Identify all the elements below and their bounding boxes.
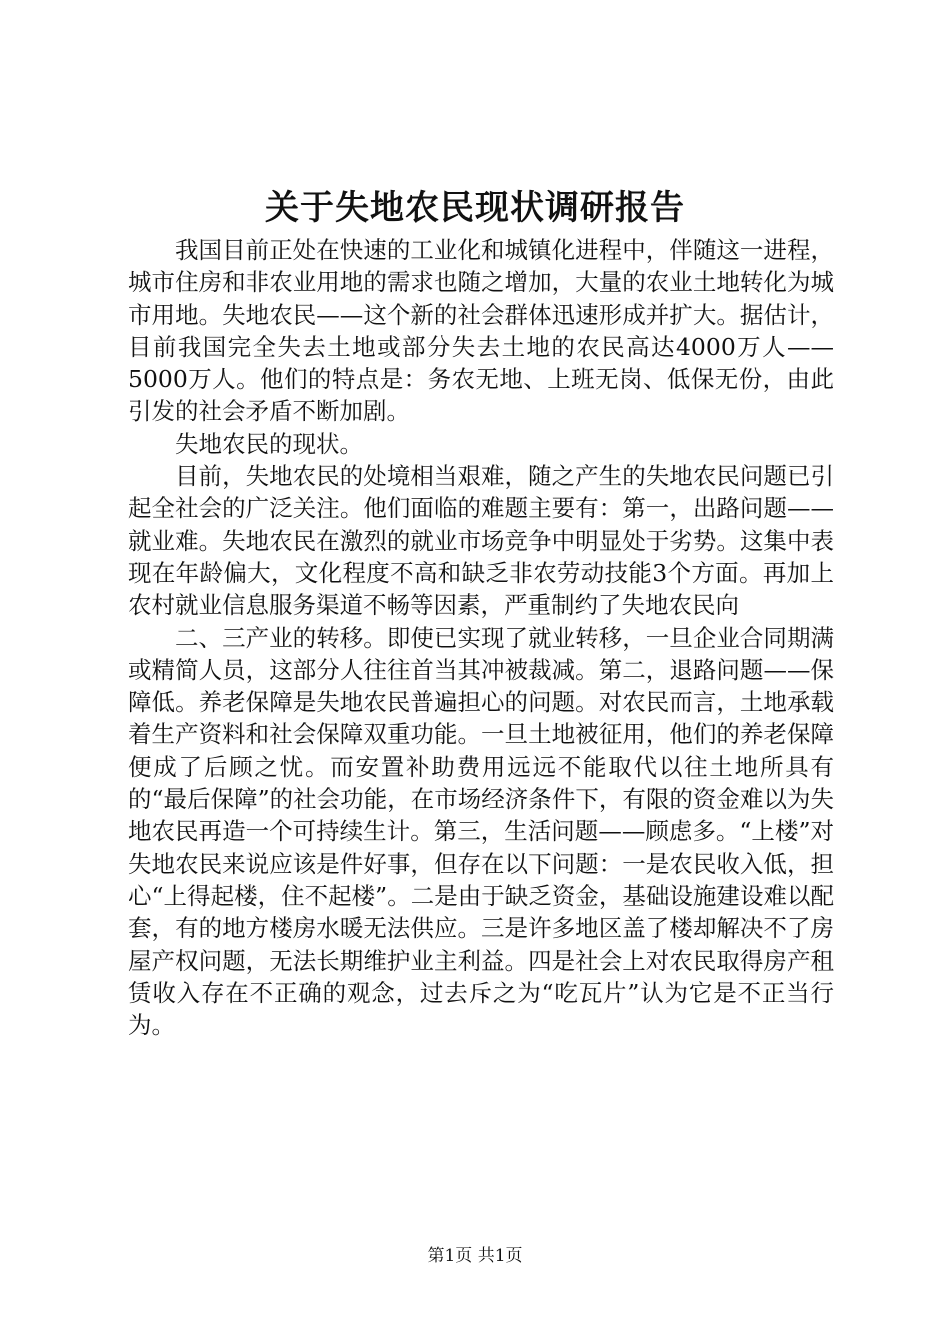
paragraph-details: 二、三产业的转移。即使已实现了就业转移，一旦企业合同期满或精简人员，这部分人往往首当其冲被裁减。第二，退路问题——保障低。养老保障是失地农民普遍担心的问题。对农民而言，土地承载着生产资料和社会保障双重功能。一旦土地被征用，他们的养老保障便成了后顾之忧。而安置补助费用远远不能取代以往土地所具有的“最后保障”的社会功能，在市场经济条件下，有限的资金难以为失地农民再造一个可持续生计。第三，生活问题——顾虑多。“上楼”对失地农民来说应该是件好事，但存在以下问题：一是农民收入低，担心“上得起楼，住不起楼”。二是由于缺乏资金，基础设施建设难以配套，有的地方楼房水暖无法供应。三是许多地区盖了楼却解决不了房屋产权问题，无法长期维护业主利益。四是社会上对农民取得房产租赁收入存在不正确的观念，过去斥之为“吃瓦片”认为它是不正当行为。 (128, 623, 834, 1040)
document-body (128, 234, 834, 1041)
paragraph-intro: 我国目前正处在快速的工业化和城镇化进程中，伴随这一进程，城市住房和非农业用地的需求也随之增加，大量的农业土地转化为城市用地。失地农民——这个新的社会群体迅速形成并扩大。据估计，目前我国完全失去土地或部分失去土地的农民高达4000万人——5000万人。他们的特点是：务农无地、上班无岗、低保无份，由此引发的社会矛盾不断加剧。 (128, 236, 834, 426)
paragraph-problems: 目前，失地农民的处境相当艰难，随之产生的失地农民问题已引起全社会的广泛关注。他们面临的难题主要有：第一，出路问题——就业难。失地农民在激烈的就业市场竞争中明显处于劣势。这集中表现在年龄偏大，文化程度不高和缺乏非农劳动技能3个方面。再加上农村就业信息服务渠道不畅等因素，严重制约了失地农民向 (128, 462, 834, 620)
page-number-footer: 第1页 共1页 (427, 1246, 523, 1266)
document-title: 关于失地农民现状调研报告 (265, 188, 685, 228)
paragraph-heading-status: 失地农民的现状。 (175, 429, 363, 458)
